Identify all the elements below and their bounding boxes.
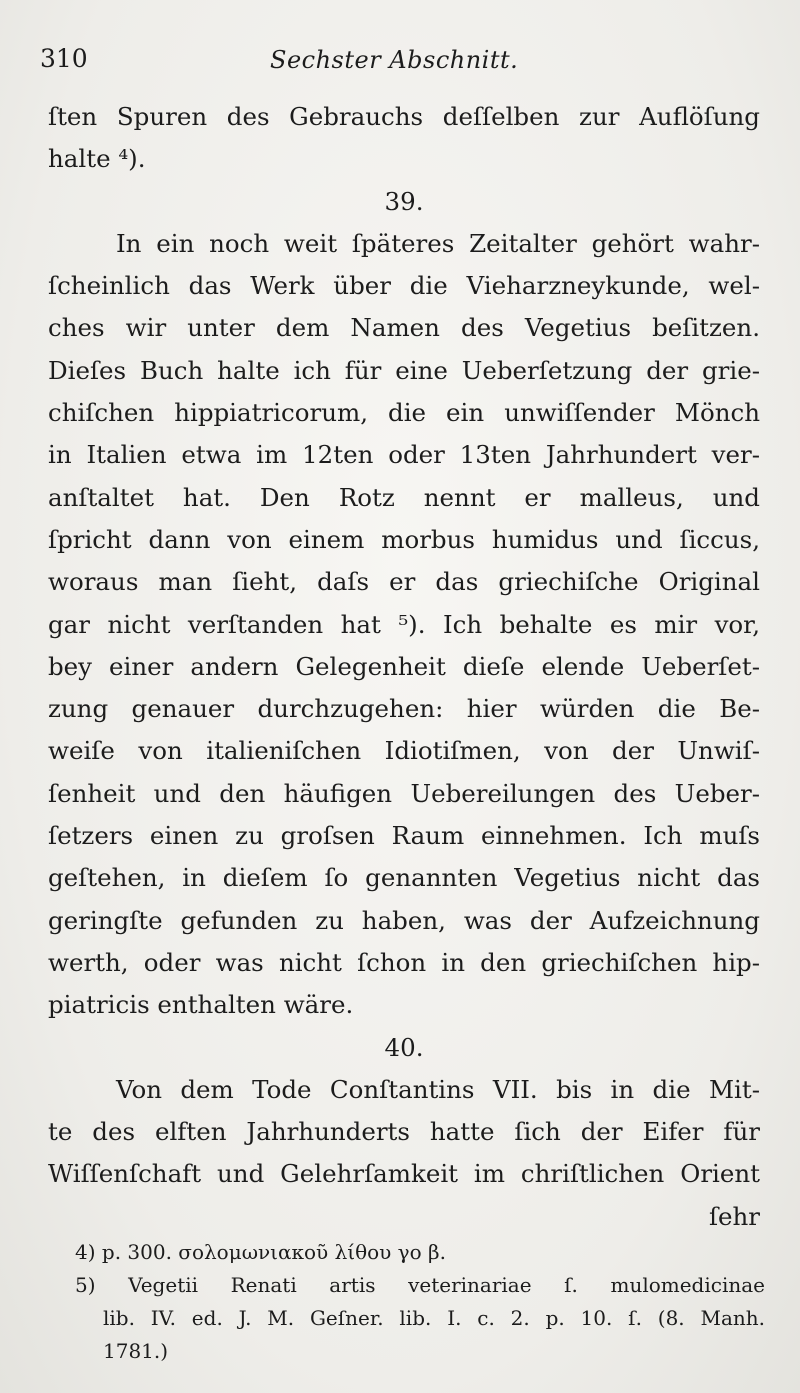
catchword: ſehr <box>708 1201 760 1231</box>
running-head: Sechster Abschnitt. <box>270 46 519 74</box>
text-line: ches wir unter dem Namen des Vegetius beſitzen. <box>48 313 760 343</box>
footnote-5-continued: 1781.) <box>103 1339 169 1363</box>
footnote-5: 5) Vegetii Renati artis veterinariae ſ. mulomedicinae <box>75 1273 765 1297</box>
text-line: bey einer andern Gelegenheit dieſe elende Ueberſet- <box>48 651 760 681</box>
text-line: te des elften Jahrhunderts hatte ſich der Eifer für <box>48 1117 760 1147</box>
text-line: in Italien etwa im 12ten oder 13ten Jahrhundert ver- <box>48 440 760 470</box>
text-line: piatricis enthalten wäre. <box>48 990 354 1020</box>
text-line: Von dem Tode Conſtantins VII. bis in die Mit- <box>116 1074 760 1104</box>
footnote-4: 4) p. 300. σολομωνιακοῦ λίθου γο β. <box>75 1240 446 1264</box>
section-number: 40. <box>384 1032 424 1062</box>
text-line: weiſe von italieniſchen Idiotiſmen, von der Unwiſ- <box>48 736 760 766</box>
text-line: In ein noch weit ſpäteres Zeitalter gehört wahr- <box>116 228 760 258</box>
body-text <box>48 96 760 1238</box>
text-line: woraus man ſieht, daſs er das griechiſche Original <box>48 567 760 597</box>
text-line: chiſchen hippiatricorum, die ein unwiſſender Mönch <box>48 398 760 428</box>
text-line: ſpricht dann von einem morbus humidus und ſiccus, <box>48 524 760 554</box>
text-line: ſcheinlich das Werk über die Vieharzneykunde, wel- <box>48 271 760 301</box>
text-line: zung genauer durchzugehen: hier würden die Be- <box>48 694 760 724</box>
text-line: ſetzers einen zu groſsen Raum einnehmen. Ich muſs <box>48 821 760 851</box>
text-line: Wiſſenſchaft und Gelehrſamkeit im chriſtlichen Orient <box>48 1159 760 1189</box>
section-number: 39. <box>384 186 424 216</box>
text-line: gar nicht verſtanden hat ⁵). Ich behalte es mir vor, <box>48 609 760 639</box>
text-line: geſtehen, in dieſem ſo genannten Vegetius nicht das <box>48 863 760 893</box>
footnotes <box>75 1236 765 1368</box>
text-line: ſten Spuren des Gebrauchs deſſelben zur Auflöſung <box>48 102 760 131</box>
page-number: 310 <box>40 44 88 73</box>
page-header <box>40 44 760 84</box>
text-line: Dieſes Buch halte ich für eine Ueberſetzung der grie- <box>48 355 760 385</box>
footnote-5-continued: lib. IV. ed. J. M. Geſner. lib. I. c. 2. p. 10. ſ. (8. Manh. <box>103 1306 765 1330</box>
text-line: werth, oder was nicht ſchon in den griechiſchen hip- <box>48 947 760 977</box>
text-line: halte ⁴). <box>48 144 146 174</box>
text-line: geringſte gefunden zu haben, was der Aufzeichnung <box>48 905 760 935</box>
text-line: ſenheit und den häufigen Uebereilungen des Ueber- <box>48 778 760 808</box>
text-line: anſtaltet hat. Den Rotz nennt er malleus, und <box>48 482 760 512</box>
